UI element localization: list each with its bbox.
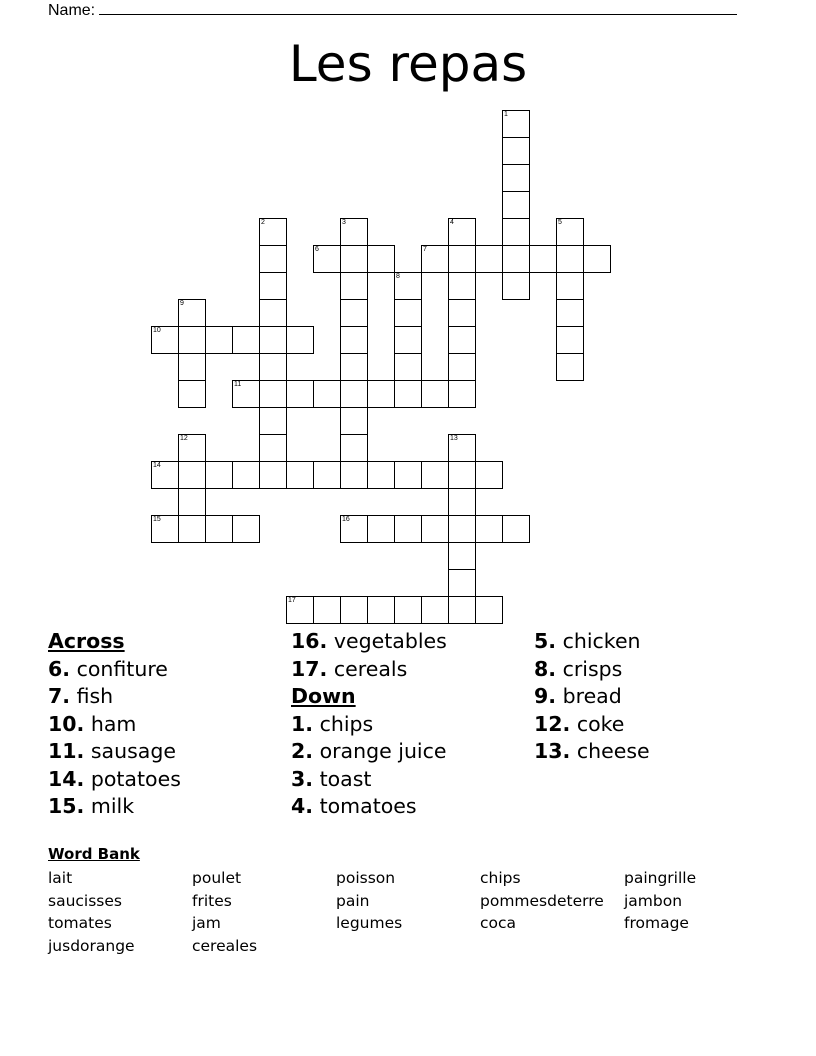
crossword-cell[interactable]: [421, 461, 449, 489]
clue-number: 5.: [534, 629, 557, 653]
word-bank-item: tomates: [48, 914, 112, 932]
crossword-cell[interactable]: [340, 245, 368, 273]
clues-column-1: [48, 628, 181, 821]
crossword-cell[interactable]: [448, 569, 476, 597]
crossword-cell[interactable]: [448, 542, 476, 570]
page-title: Les repas: [288, 35, 528, 93]
crossword-cell[interactable]: [556, 353, 584, 381]
clue-number: 6: [315, 246, 319, 253]
crossword-cell[interactable]: [448, 461, 476, 489]
clue-item: [291, 628, 447, 656]
crossword-cell[interactable]: [178, 326, 206, 354]
crossword-cell[interactable]: [286, 326, 314, 354]
clues-column-3: [534, 628, 650, 766]
crossword-cell[interactable]: [313, 596, 341, 624]
crossword-cell[interactable]: [421, 596, 449, 624]
crossword-cell[interactable]: [340, 461, 368, 489]
crossword-cell[interactable]: [151, 515, 179, 543]
clues-column-2: [291, 628, 447, 821]
crossword-cell[interactable]: [394, 380, 422, 408]
crossword-cell[interactable]: [502, 245, 530, 273]
crossword-cell[interactable]: [502, 191, 530, 219]
clue-number: 8: [396, 273, 400, 280]
crossword-cell[interactable]: [502, 110, 530, 138]
word-bank-item: jusdorange: [48, 936, 135, 955]
crossword-cell[interactable]: [448, 245, 476, 273]
crossword-cell[interactable]: [178, 461, 206, 489]
clue-item: [534, 656, 650, 684]
clue-number: 1: [504, 111, 508, 118]
crossword-cell[interactable]: [178, 353, 206, 381]
clue-item: [48, 766, 181, 794]
crossword-cell[interactable]: [340, 353, 368, 381]
clue-item: [534, 711, 650, 739]
clue-number: 9.: [534, 684, 557, 708]
crossword-cell[interactable]: [421, 380, 449, 408]
clue-text: crisps: [556, 656, 623, 681]
crossword-cell[interactable]: [340, 272, 368, 300]
crossword-cell[interactable]: [232, 326, 260, 354]
crossword-cell[interactable]: [394, 299, 422, 327]
crossword-cell[interactable]: [448, 515, 476, 543]
clue-number: 11.: [48, 739, 85, 763]
clue-number: 10.: [48, 711, 85, 736]
crossword-cell[interactable]: [286, 596, 314, 624]
crossword-cell[interactable]: [259, 380, 287, 408]
across-header: Across: [48, 629, 125, 653]
clue-text: milk: [84, 794, 135, 818]
crossword-cell[interactable]: [286, 461, 314, 489]
word-bank-item: saucisses: [48, 891, 122, 910]
crossword-cell[interactable]: [502, 164, 530, 192]
clue-number: 2.: [291, 739, 314, 763]
crossword-cell[interactable]: [340, 515, 368, 543]
crossword-cell[interactable]: [394, 353, 422, 381]
clue-number: 13.: [534, 739, 571, 763]
clue-number: 15: [153, 516, 161, 523]
name-underline[interactable]: [99, 0, 737, 15]
crossword-cell[interactable]: [556, 272, 584, 300]
crossword-cell[interactable]: [448, 326, 476, 354]
crossword-cell[interactable]: [340, 407, 368, 435]
crossword-cell[interactable]: [259, 218, 287, 246]
clue-text: bread: [556, 684, 622, 708]
clue-number: 17: [288, 597, 296, 604]
word-bank-item: coca: [480, 914, 517, 932]
clue-item: [48, 683, 181, 711]
crossword-cell[interactable]: [259, 299, 287, 327]
crossword-cell[interactable]: [502, 272, 530, 300]
clue-item: [291, 738, 447, 766]
crossword-cell[interactable]: [502, 218, 530, 246]
clue-item: [48, 738, 181, 766]
clue-number: 14: [153, 462, 161, 469]
word-bank-title: Word Bank: [48, 845, 140, 863]
word-bank-item: lait: [48, 869, 73, 887]
crossword-cell[interactable]: [259, 461, 287, 489]
clue-item: [291, 793, 447, 821]
crossword-cell[interactable]: [421, 245, 449, 273]
clue-number: 3.: [291, 766, 314, 791]
crossword-cell[interactable]: [259, 353, 287, 381]
clue-text: ham: [84, 711, 137, 736]
crossword-cell[interactable]: [475, 245, 503, 273]
name-label: Name:: [48, 2, 96, 19]
crossword-cell[interactable]: [259, 326, 287, 354]
crossword-cell[interactable]: [394, 326, 422, 354]
crossword-cell[interactable]: [394, 461, 422, 489]
crossword-cell[interactable]: [178, 380, 206, 408]
clue-text: cereals: [327, 656, 408, 681]
clue-text: tomatoes: [313, 794, 417, 818]
crossword-cell[interactable]: [340, 299, 368, 327]
crossword-cell[interactable]: [205, 326, 233, 354]
crossword-cell[interactable]: [367, 515, 395, 543]
clue-number: 4: [450, 219, 454, 226]
clue-number: 17.: [291, 656, 328, 681]
clue-text: fish: [70, 684, 114, 708]
crossword-cell[interactable]: [502, 137, 530, 165]
clue-item: [48, 711, 181, 739]
crossword-cell[interactable]: [583, 245, 611, 273]
clue-number: 14.: [48, 766, 85, 791]
word-bank-item: poulet: [192, 869, 242, 887]
crossword-cell[interactable]: [556, 326, 584, 354]
crossword-cell[interactable]: [340, 380, 368, 408]
clue-item: [291, 656, 447, 684]
crossword-cell[interactable]: [178, 515, 206, 543]
crossword-cell[interactable]: [367, 461, 395, 489]
crossword-cell[interactable]: [151, 461, 179, 489]
crossword-cell[interactable]: [448, 434, 476, 462]
clue-text: vegetables: [327, 629, 447, 653]
word-bank-item: paingrille: [624, 869, 697, 887]
crossword-cell[interactable]: [286, 380, 314, 408]
crossword-cell[interactable]: [340, 326, 368, 354]
clue-item: [291, 766, 447, 794]
clue-number: 12.: [534, 711, 571, 736]
crossword-cell[interactable]: [475, 461, 503, 489]
clue-number: 12: [180, 435, 188, 442]
crossword-cell[interactable]: [259, 407, 287, 435]
clue-text: chips: [313, 711, 374, 736]
word-bank-item: pommesdeterre: [480, 891, 604, 910]
crossword-cell[interactable]: [448, 380, 476, 408]
clue-number: 3: [342, 219, 346, 226]
crossword-cell[interactable]: [448, 596, 476, 624]
clue-text: orange juice: [313, 739, 447, 763]
crossword-cell[interactable]: [367, 596, 395, 624]
word-bank-item: frites: [192, 891, 232, 910]
clue-number: 6.: [48, 656, 71, 681]
crossword-cell[interactable]: [178, 488, 206, 516]
clue-number: 13: [450, 435, 458, 442]
clue-text: cheese: [570, 739, 650, 763]
crossword-cell[interactable]: [448, 488, 476, 516]
crossword-cell[interactable]: [313, 380, 341, 408]
clue-text: toast: [313, 766, 372, 791]
crossword-cell[interactable]: [367, 245, 395, 273]
word-bank-item: legumes: [336, 914, 403, 932]
crossword-cell[interactable]: [556, 245, 584, 273]
crossword-cell[interactable]: [448, 299, 476, 327]
crossword-cell[interactable]: [475, 596, 503, 624]
word-bank-item: jambon: [624, 891, 683, 910]
clue-number: 15.: [48, 794, 85, 818]
clue-text: coke: [570, 711, 625, 736]
clue-number: 16: [342, 516, 350, 523]
word-bank-item: pain: [336, 891, 370, 910]
clue-number: 1.: [291, 711, 314, 736]
clue-number: 7.: [48, 684, 71, 708]
clue-number: 11: [234, 381, 242, 388]
clue-text: chicken: [556, 629, 641, 653]
crossword-cell[interactable]: [475, 515, 503, 543]
clue-item: [48, 656, 181, 684]
clue-text: confiture: [70, 656, 168, 681]
down-header: Down: [291, 684, 356, 708]
clue-number: 9: [180, 300, 184, 307]
word-bank-item: chips: [480, 869, 521, 887]
clue-number: 16.: [291, 629, 328, 653]
crossword-cell[interactable]: [529, 245, 557, 273]
word-bank-item: cereales: [192, 936, 258, 955]
crossword-cell[interactable]: [313, 461, 341, 489]
crossword-cell[interactable]: [151, 326, 179, 354]
crossword-cell[interactable]: [340, 218, 368, 246]
crossword-cell[interactable]: [232, 515, 260, 543]
crossword-cell[interactable]: [259, 272, 287, 300]
clue-number: 4.: [291, 794, 314, 818]
crossword-cell[interactable]: [340, 434, 368, 462]
name-field[interactable]: [48, 0, 737, 20]
word-bank-item: fromage: [624, 914, 689, 932]
crossword-cell[interactable]: [259, 434, 287, 462]
crossword-cell[interactable]: [448, 353, 476, 381]
clue-number: 7: [423, 246, 427, 253]
crossword-cell[interactable]: [556, 218, 584, 246]
crossword-cell[interactable]: [313, 245, 341, 273]
crossword-cell[interactable]: [421, 515, 449, 543]
crossword-cell[interactable]: [394, 596, 422, 624]
crossword-cell[interactable]: [178, 299, 206, 327]
crossword-cell[interactable]: [232, 380, 260, 408]
clue-item: [291, 711, 447, 739]
clue-number: 2: [261, 219, 265, 226]
clue-item: [534, 683, 650, 711]
crossword-cell[interactable]: [394, 272, 422, 300]
crossword-cell[interactable]: [448, 272, 476, 300]
clue-item: [534, 738, 650, 766]
clue-item: [48, 793, 181, 821]
clue-number: 8.: [534, 656, 557, 681]
crossword-cell[interactable]: [367, 380, 395, 408]
clue-number: 5: [558, 219, 562, 226]
crossword-cell[interactable]: [502, 515, 530, 543]
word-bank-item: poisson: [336, 869, 396, 887]
word-bank-item: jam: [192, 914, 221, 932]
clue-text: sausage: [84, 739, 176, 763]
crossword-cell[interactable]: [178, 434, 206, 462]
crossword-cell[interactable]: [259, 245, 287, 273]
clue-number: 10: [153, 327, 161, 334]
crossword-cell[interactable]: [340, 596, 368, 624]
crossword-cell[interactable]: [232, 461, 260, 489]
crossword-cell[interactable]: [205, 461, 233, 489]
crossword-cell[interactable]: [205, 515, 233, 543]
crossword-cell[interactable]: [448, 218, 476, 246]
crossword-cell[interactable]: [556, 299, 584, 327]
clue-text: potatoes: [84, 766, 181, 791]
crossword-cell[interactable]: [394, 515, 422, 543]
clue-item: [534, 628, 650, 656]
